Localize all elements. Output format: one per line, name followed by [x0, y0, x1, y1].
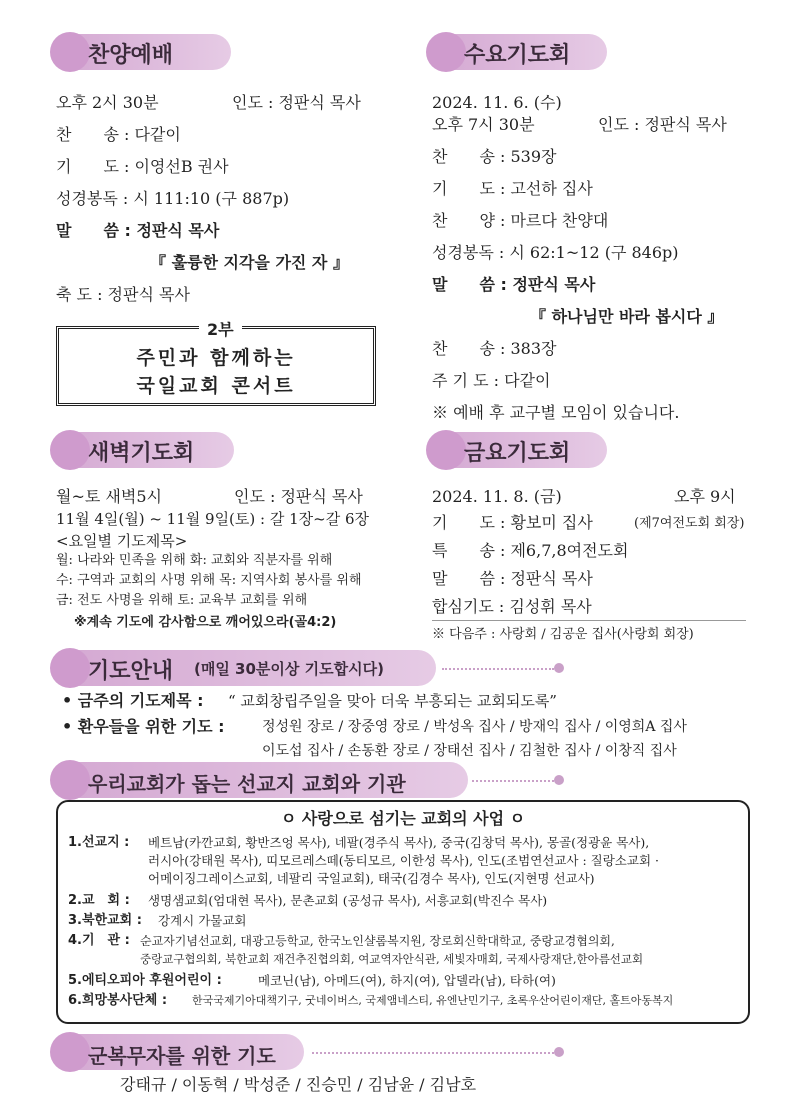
praise-blessing: 축 도 : 정판식 목사	[56, 285, 190, 304]
praise-prayer: 기 도 : 이영선B 권사	[56, 157, 229, 176]
friday-prayer-note: (제7여전도회 회장)	[634, 516, 745, 531]
wednesday-date: 2024. 11. 6. (수)	[432, 93, 562, 112]
mission4-label: 4.기 관 :	[68, 933, 130, 948]
wednesday-hymn: 찬 송 : 539장	[432, 147, 557, 166]
concert-line2: 국일교회 콘서트	[136, 375, 296, 397]
mission5: 메코닌(남), 아메드(여), 하지(여), 압델라(남), 타하(여)	[258, 973, 556, 988]
mission4-line2: 중랑교구협의회, 북한교회 재건추진협의회, 여교역자안식관, 세빛자매회, 국제사랑재단,한아름선교회	[140, 952, 644, 966]
sick-prayer-line1: 정성원 장로 / 장중영 장로 / 박성옥 집사 / 방재익 집사 / 이영희A 집사	[262, 719, 687, 735]
prayer-topic: “ 교회창립주일을 맞아 더욱 부흥되는 교회되도록”	[228, 692, 557, 710]
friday-sermon: 말 씀 : 정판식 목사	[432, 569, 593, 588]
mission1-line2: 러시아(강태원 목사), 띠모르레스떼(동티모르, 이한성 목사), 인도(조범연선교사 : 질랑소교회 ·	[148, 853, 659, 868]
wednesday-hymn2: 찬 송 : 383장	[432, 339, 557, 358]
missions-box	[56, 800, 750, 1024]
dawn-row3: 금: 전도 사명을 위해 토: 교육부 교회를 위해	[56, 593, 308, 608]
mission1-line3: 어메이징그레이스교회, 네팔리 국일교회), 태국(김경수 목사), 인도(지현명 선교사)	[148, 871, 595, 886]
praise-hymn: 찬 송 : 다같이	[56, 125, 181, 144]
friday-next-week: ※ 다음주 : 사랑회 / 김공운 집사(사랑회 회장)	[432, 627, 694, 642]
section-header-military	[56, 1034, 304, 1070]
dawn-verse: ※계속 기도에 감사함으로 깨어있으라(골4:2)	[74, 615, 337, 630]
prayer-guide-dot-end	[554, 663, 564, 673]
friday-prayer: 기 도 : 황보미 집사	[432, 513, 593, 532]
military-title: 군복무자를 위한 기도	[88, 1044, 276, 1068]
dawn-leader: 인도 : 정판식 목사	[234, 487, 363, 506]
mission1-label: 1.선교지 :	[68, 835, 130, 850]
wednesday-praise: 찬 양 : 마르다 찬양대	[432, 211, 609, 230]
friday-special: 특 송 : 제6,7,8여전도회	[432, 541, 629, 560]
prayer-topic-label: • 금주의 기도제목 :	[62, 691, 204, 710]
dawn-schedule: 월~토 새벽5시	[56, 487, 162, 506]
wednesday-time: 오후 7시 30분	[432, 115, 535, 134]
praise-time: 오후 2시 30분	[56, 93, 159, 112]
wednesday-scripture: 성경봉독 : 시 62:1~12 (구 846p)	[432, 243, 679, 262]
wednesday-sermon: 말 씀 : 정판식 목사	[432, 275, 596, 294]
section-header-prayer-guide	[56, 650, 436, 686]
wednesday-title: 수요기도회	[464, 43, 571, 68]
mission2: 생명샘교회(엄대현 목사), 문촌교회 (공성규 목사), 서흥교회(박진수 목사)	[148, 893, 548, 908]
prayer-guide-subtitle: (매일 30분이상 기도합시다)	[194, 660, 384, 678]
section-header-dawn	[56, 432, 234, 468]
concert-line1: 주민과 함께하는	[136, 347, 296, 369]
section-header-praise	[56, 34, 231, 70]
military-dots	[312, 1052, 554, 1054]
mission6-label: 6.희망봉사단체 :	[68, 993, 168, 1008]
prayer-guide-dots	[442, 668, 554, 670]
section-header-friday	[432, 432, 607, 468]
praise-scripture: 성경봉독 : 시 111:10 (구 887p)	[56, 189, 290, 208]
friday-time: 오후 9시	[674, 487, 736, 506]
dawn-dates: 11월 4일(월) ~ 11월 9일(토) : 갈 1장~갈 6장	[56, 510, 369, 528]
praise-title: 찬양예배	[88, 43, 174, 68]
concert-box	[56, 320, 376, 406]
praise-sermon: 말 씀 : 정판식 목사	[56, 221, 220, 240]
section-header-missions	[56, 762, 468, 798]
prayer-guide-title: 기도안내	[88, 659, 174, 684]
praise-leader: 인도 : 정판식 목사	[232, 93, 361, 112]
mission2-label: 2.교 회 :	[68, 893, 130, 908]
missions-box-title: ㅇ 사랑으로 섬기는 교회의 사업 ㅇ	[280, 809, 526, 828]
missions-header: 우리교회가 돕는 선교지 교회와 기관	[88, 772, 406, 796]
praise-sermon-title: 『 훌륭한 지각을 가진 자 』	[150, 253, 349, 272]
section-header-wednesday	[432, 34, 607, 70]
friday-date: 2024. 11. 8. (금)	[432, 487, 562, 506]
wednesday-prayer: 기 도 : 고선하 집사	[432, 179, 593, 198]
missions-dot-end	[554, 775, 564, 785]
dawn-row2: 수: 구역과 교회의 사명 위해 목: 지역사회 봉사를 위해	[56, 573, 362, 588]
dawn-row1: 월: 나라와 민족을 위해 화: 교회와 직분자를 위해	[56, 553, 333, 568]
mission1-line1: 베트남(카깐교회, 황반즈엉 목사), 네팔(경주식 목사), 중국(김창덕 목사), 몽골(정광윤 목사),	[148, 835, 650, 850]
concert-part-label: 2부	[199, 317, 242, 340]
mission6: 한국국제기아대책기구, 굿네이버스, 국제앰네스티, 유엔난민기구, 초록우산어린이재단, 홀트아동복지	[192, 994, 674, 1007]
wednesday-leader: 인도 : 정판식 목사	[598, 115, 727, 134]
mission3-label: 3.북한교회 :	[68, 913, 142, 928]
sick-prayer-label: • 환우들을 위한 기도 :	[62, 717, 225, 736]
sick-prayer-line2: 이도섭 집사 / 손동환 장로 / 장태선 집사 / 김철한 집사 / 이창직 집사	[262, 743, 677, 759]
wednesday-notice: ※ 예배 후 교구별 모임이 있습니다.	[432, 403, 680, 422]
military-dot-end	[554, 1047, 564, 1057]
missions-dots	[472, 780, 554, 782]
wednesday-sermon-title: 『 하나님만 바라 봅시다 』	[530, 307, 724, 326]
friday-closing: 합심기도 : 김성휘 목사	[432, 597, 592, 616]
dawn-daily-title: <요일별 기도제목>	[56, 532, 188, 550]
mission5-label: 5.에티오피아 후원어린이 :	[68, 973, 222, 988]
wednesday-lords-prayer: 주 기 도 : 다같이	[432, 371, 551, 390]
friday-title: 금요기도회	[464, 441, 571, 466]
friday-divider	[432, 620, 746, 621]
military-names: 강태규 / 이동혁 / 박성준 / 진승민 / 김남윤 / 김남호	[120, 1075, 477, 1094]
mission3: 강계시 가물교회	[158, 913, 247, 928]
dawn-title: 새벽기도회	[88, 441, 195, 466]
mission4-line1: 순교자기념선교회, 대광고등학교, 한국노인샬롬복지원, 장로회신학대학교, 중랑교경협의회,	[140, 934, 615, 948]
